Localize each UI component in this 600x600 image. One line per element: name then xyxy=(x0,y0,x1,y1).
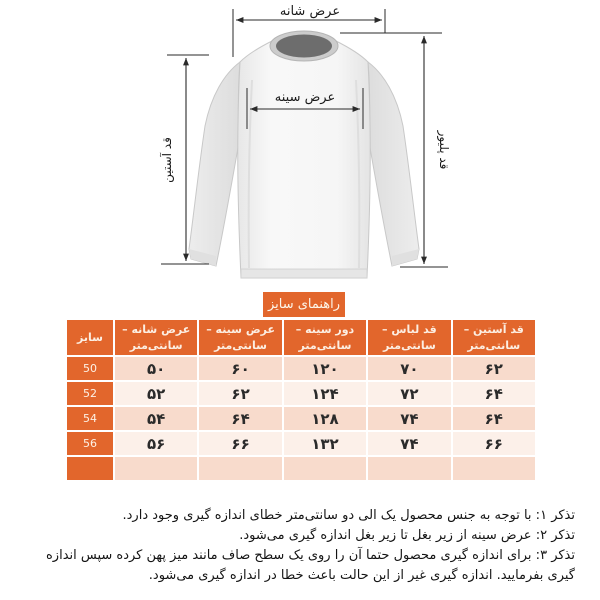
value-cell xyxy=(115,457,197,480)
note-2: تذکر ۲: عرض سینه از زیر بغل تا زیر بغل اندازه گیری می‌شود. xyxy=(239,528,575,543)
size-cell: 54 xyxy=(67,407,113,430)
table-row-size-54 xyxy=(67,407,535,430)
value-cell: ۵۴ xyxy=(115,407,197,430)
size-cell: 52 xyxy=(67,382,113,405)
garment-measurement-diagram xyxy=(0,0,600,290)
size-guide-badge: راهنمای سایز xyxy=(263,292,345,317)
sweater-body xyxy=(238,41,370,278)
sweater-left-sleeve xyxy=(189,62,240,266)
measurement-notes xyxy=(25,506,575,586)
sleeve-length-label: قد آستین xyxy=(160,137,174,183)
size-table-header-row xyxy=(67,320,535,355)
header-cell-shoulder: عرض شانه – سانتی‌متر xyxy=(115,320,197,355)
size-cell: 56 xyxy=(67,432,113,455)
sweater-neck-opening xyxy=(276,35,332,58)
value-cell: ۶۶ xyxy=(199,432,281,455)
value-cell: ۷۴ xyxy=(368,432,450,455)
table-row-size-52 xyxy=(67,382,535,405)
chest-width-label: عرض سینه xyxy=(274,90,336,105)
garment-length-label: قد پلیور xyxy=(437,130,451,170)
note-1: تذکر ۱: با توجه به جنس محصول یک الی دو سانتی‌متر خطای اندازه گیری وجود دارد. xyxy=(122,508,575,523)
value-cell xyxy=(453,457,535,480)
table-row-size-50 xyxy=(67,357,535,380)
header-cell-chest: عرض سینه – سانتی‌متر xyxy=(199,320,281,355)
value-cell: ۶۰ xyxy=(199,357,281,380)
table-row-size-56 xyxy=(67,432,535,455)
header-cell-sleeve: قد آستین – سانتی‌متر xyxy=(453,320,535,355)
header-cell-size: سایز xyxy=(67,320,113,355)
size-cell xyxy=(67,457,113,480)
value-cell: ۱۲۰ xyxy=(284,357,366,380)
value-cell: ۶۲ xyxy=(199,382,281,405)
value-cell: ۷۲ xyxy=(368,382,450,405)
size-table xyxy=(65,318,537,482)
header-cell-bust: دور سینه – سانتی‌متر xyxy=(284,320,366,355)
value-cell: ۶۶ xyxy=(453,432,535,455)
value-cell: ۷۰ xyxy=(368,357,450,380)
value-cell: ۵۲ xyxy=(115,382,197,405)
value-cell: ۶۴ xyxy=(453,407,535,430)
sweater-right-sleeve xyxy=(368,62,419,266)
value-cell: ۵۰ xyxy=(115,357,197,380)
note-3: تذکر ۳: برای اندازه گیری محصول حتما آن را روی یک سطح صاف مانند میز پهن کرده سپس اندازه گیری بفرمایید. اندازه گیری غیر از این حالت باعث خطا در اندازه گیری می‌شود. xyxy=(46,548,575,583)
header-cell-length: قد لباس – سانتی‌متر xyxy=(368,320,450,355)
shoulder-width-label: عرض شانه xyxy=(279,4,341,19)
size-cell: 50 xyxy=(67,357,113,380)
value-cell: ۱۲۴ xyxy=(284,382,366,405)
value-cell: ۷۴ xyxy=(368,407,450,430)
value-cell: ۱۲۸ xyxy=(284,407,366,430)
value-cell xyxy=(368,457,450,480)
value-cell xyxy=(284,457,366,480)
sweater-illustration xyxy=(189,31,419,278)
value-cell: ۱۳۲ xyxy=(284,432,366,455)
table-row-empty xyxy=(67,457,535,480)
value-cell xyxy=(199,457,281,480)
value-cell: ۶۴ xyxy=(453,382,535,405)
value-cell: ۶۴ xyxy=(199,407,281,430)
sweater-hem-rib xyxy=(241,269,367,278)
value-cell: ۶۲ xyxy=(453,357,535,380)
value-cell: ۵۶ xyxy=(115,432,197,455)
